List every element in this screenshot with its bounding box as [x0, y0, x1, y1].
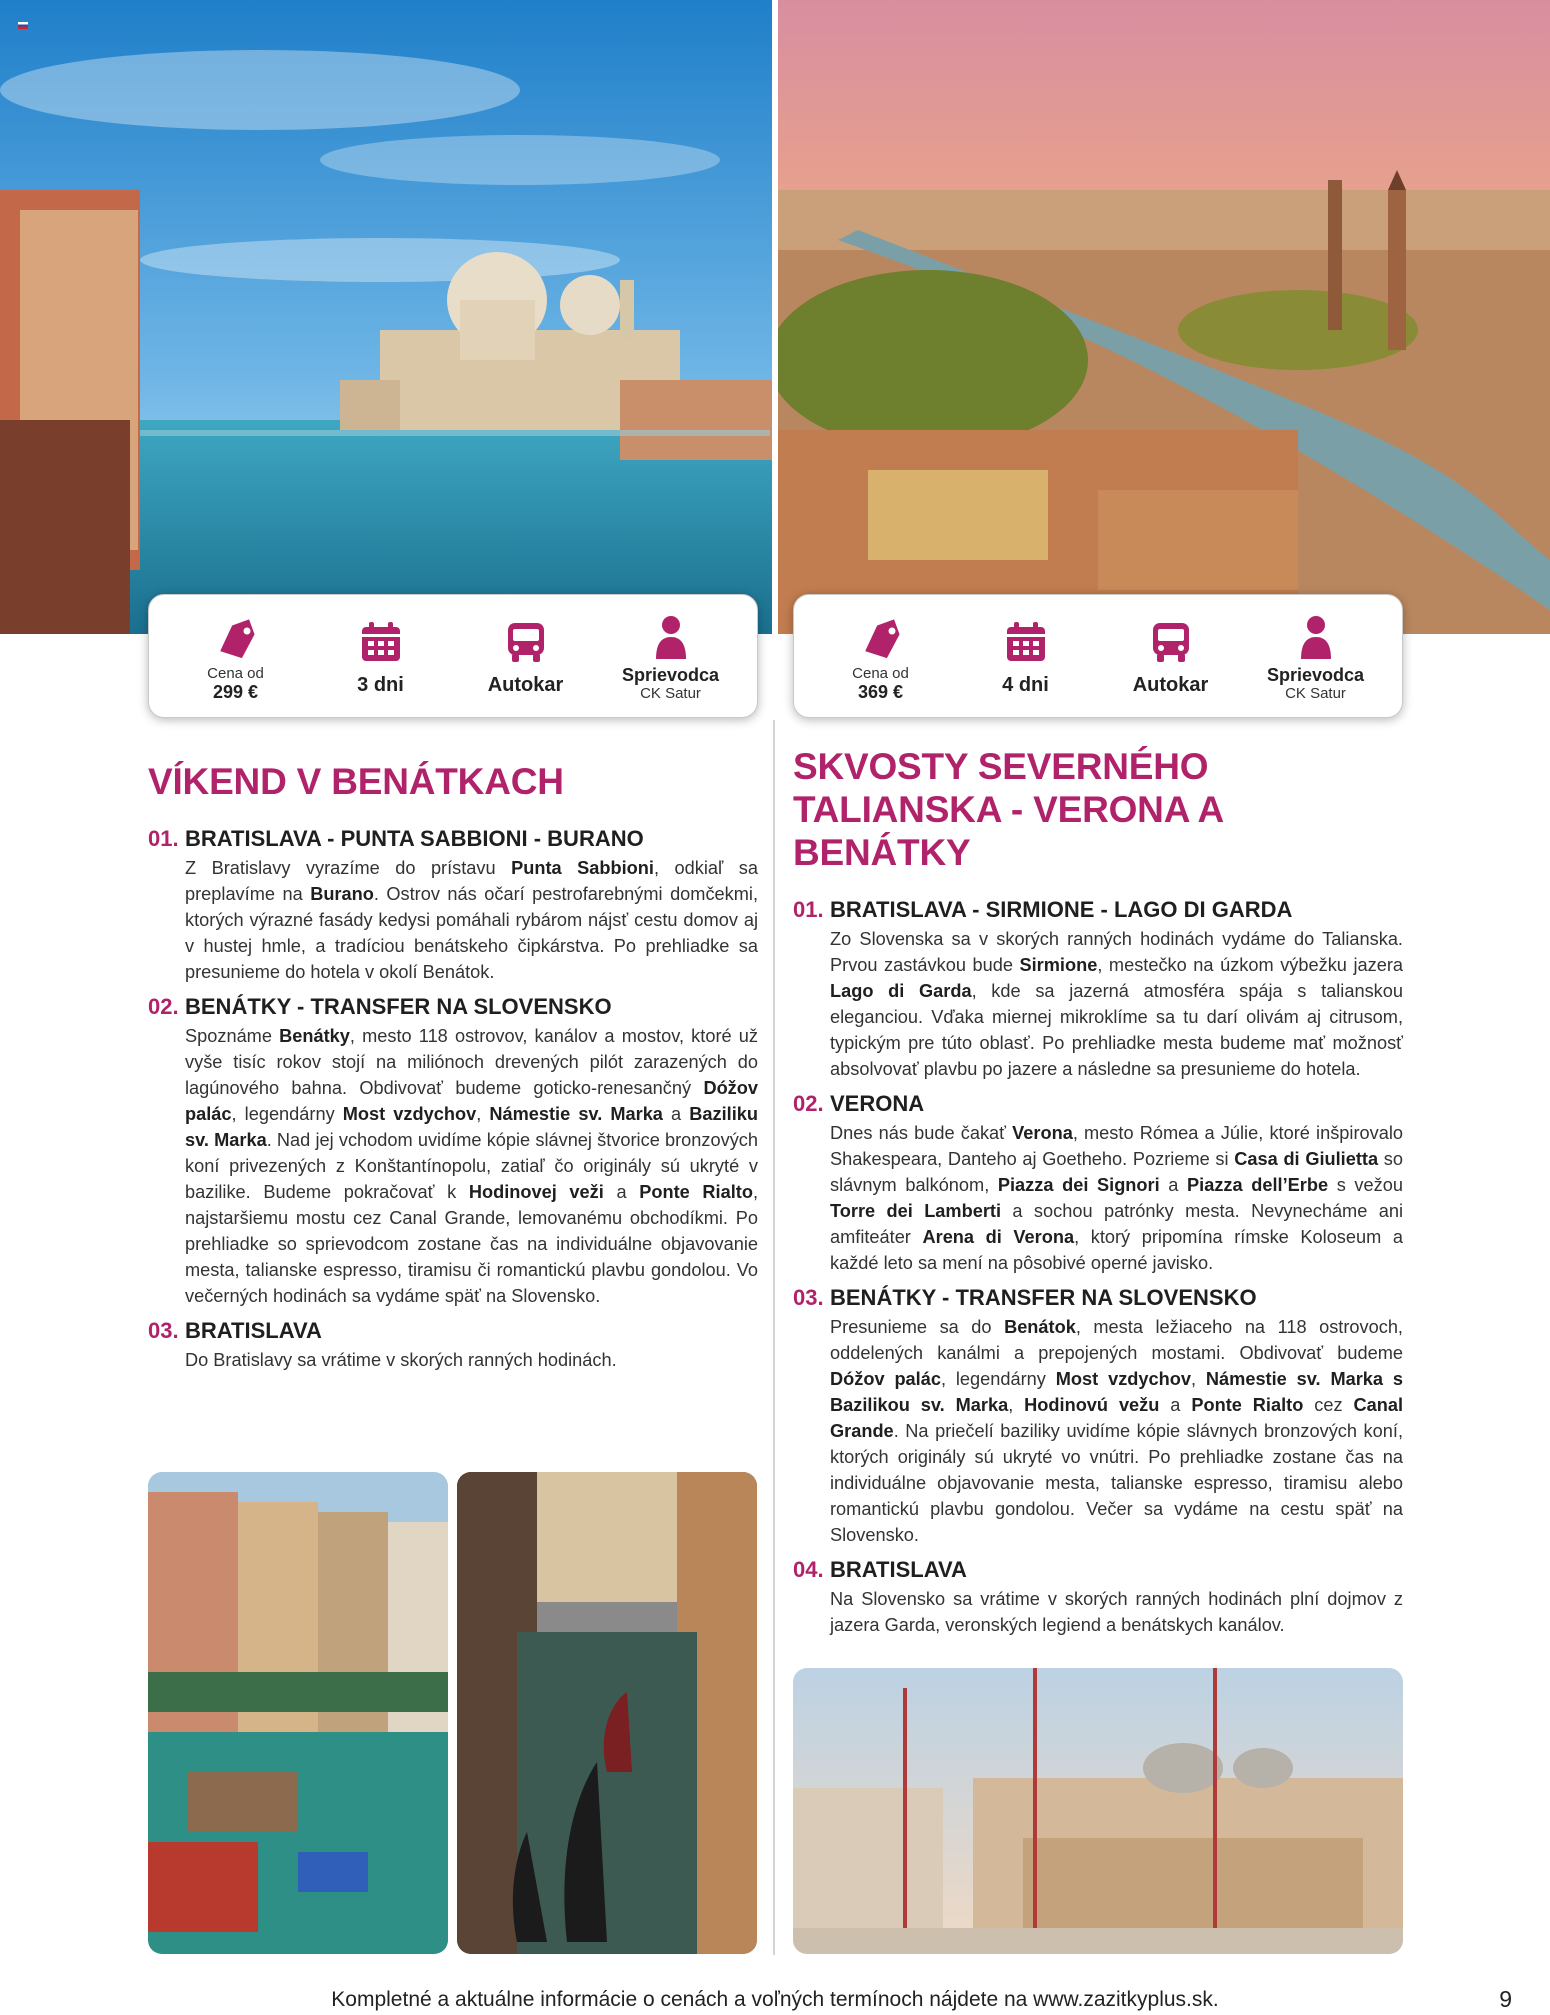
transport-label: Autokar — [1132, 674, 1209, 696]
day-number: 01. — [148, 826, 179, 851]
day-heading — [793, 896, 1403, 924]
day-heading — [793, 1556, 1403, 1584]
day-description: Do Bratislavy sa vrátime v skorých ranných hodinách. — [185, 1350, 617, 1370]
price-label: Cena od — [852, 664, 909, 682]
day-heading — [148, 1317, 758, 1345]
day-description: Presunieme sa do Benátok, mesta ležiaceho na 118 ostrovoch, oddelených kanálmi a prepojených mostami. Obdivovať budeme Dóžov palác, legendárny Most vzdychov, Námestie sv. Marka s Bazilikou sv. Marka, Hodinovú vežu a Ponte Rialto cez Canal Grande. Na priečelí baziliky uvidíme kópie slávnych bronzových koní, ktorých originály sú ukryté vo vnútri. Po prehliadke zostane čas na individuálne objavovanie mesta, talianske espresso, tiramisu alebo romantickú plavbu gondolou. Večer sa vydáme na cestu späť na Slovensko. — [830, 1317, 1404, 1545]
guide-info — [601, 611, 741, 702]
flag-icon — [18, 22, 28, 29]
guide-subtitle: CK Satur — [1285, 684, 1346, 702]
duration-info — [311, 615, 451, 697]
trip-info-card-left — [148, 594, 758, 718]
trip-info-card-right — [793, 594, 1403, 718]
itinerary-day — [793, 1556, 1403, 1638]
day-title: BENÁTKY - TRANSFER NA SLOVENSKO — [185, 994, 612, 1019]
price-info — [811, 611, 951, 702]
day-heading — [793, 1284, 1403, 1312]
itinerary-day — [793, 896, 1403, 1082]
trip-title-line: TALIANSKA - VERONA A BENÁTKY — [793, 789, 1223, 873]
day-number: 04. — [793, 1557, 824, 1582]
duration-label: 4 dni — [1002, 674, 1049, 696]
itinerary — [793, 896, 1403, 1638]
trip-description-right — [793, 745, 1403, 1646]
price-value: 369 € — [857, 681, 904, 702]
bus-icon — [506, 615, 546, 663]
venice-gondolas-photo — [457, 1472, 757, 1954]
transport-label: Autokar — [487, 674, 564, 696]
column-divider — [773, 720, 775, 1955]
day-number: 01. — [793, 897, 824, 922]
day-title: BRATISLAVA — [830, 1557, 967, 1582]
footer-note: Kompletné a aktuálne informácie o cenách a voľných termínoch nájdete na www.zazitkyplus.sk. — [331, 1988, 1219, 2011]
transport-info — [456, 615, 596, 697]
itinerary-day — [148, 1317, 758, 1373]
day-heading — [148, 825, 758, 853]
calendar-icon — [1005, 615, 1047, 663]
duration-info — [956, 615, 1096, 697]
calendar-icon — [360, 615, 402, 663]
day-title: BENÁTKY - TRANSFER NA SLOVENSKO — [830, 1285, 1257, 1310]
day-title: BRATISLAVA - SIRMIONE - LAGO DI GARDA — [830, 897, 1293, 922]
price-tag-icon — [858, 611, 904, 659]
day-description: Z Bratislavy vyrazíme do prístavu Punta Sabbioni, odkiaľ sa preplavíme na Burano. Ostrov nás očarí pestrofarebnými domčekmi, ktorých výrazné fasády kedysi pomáhali rybárom nájsť cestu domov aj v hustej hmle, a tradíciou benátskeho čipkárstva. Po prehliadke sa presunieme do hotela v okolí Benátok. — [185, 858, 758, 982]
transport-info — [1101, 615, 1241, 697]
trip-title — [793, 745, 1403, 874]
itinerary-day — [793, 1284, 1403, 1548]
day-number: 03. — [793, 1285, 824, 1310]
price-info — [166, 611, 306, 702]
st-marks-basilica-photo — [793, 1668, 1403, 1954]
day-title: VERONA — [830, 1091, 925, 1116]
itinerary-day — [148, 825, 758, 985]
day-number: 02. — [793, 1091, 824, 1116]
day-title: BRATISLAVA - PUNTA SABBIONI - BURANO — [185, 826, 644, 851]
trip-description-left — [148, 760, 758, 1381]
itinerary — [148, 825, 758, 1373]
venice-grand-canal-photo — [0, 0, 772, 634]
trip-title-line: SKVOSTY SEVERNÉHO — [793, 746, 1209, 787]
day-description: Na Slovensko sa vrátime v skorých ranných hodinách plní dojmov z jazera Garda, veronských legiend a benátskych kanálov. — [830, 1589, 1403, 1635]
duration-label: 3 dni — [357, 674, 404, 696]
price-value: 299 € — [212, 681, 259, 702]
venice-canal-boats-photo — [148, 1472, 448, 1954]
day-description: Zo Slovenska sa v skorých ranných hodinách vydáme do Talianska. Prvou zastávkou bude Sirmione, mestečko na úzkom výbežku jazera Lago di Garda, kde sa jazerná atmosféra spája s talianskou eleganciou. Vďaka miernej mikroklíme sa tu darí olivám aj citrusom, typickým pre túto oblasť. Po prehliadke mesta budeme mať možnosť absolvovať plavbu po jazere a následne sa presunieme do hotela. — [830, 929, 1403, 1079]
bus-icon — [1151, 615, 1191, 663]
guide-title: Sprievodca — [621, 664, 720, 685]
trip-title-line: VÍKEND V BENÁTKACH — [148, 761, 564, 802]
day-description: Dnes nás bude čakať Verona, mesto Rómea a Júlie, ktoré inšpirovalo Shakespeara, Danteho aj Goetheho. Pozrieme si Casa di Giulietta so slávnym balkónom, Piazza dei Signori a Piazza dell’Erbe s vežou Torre dei Lamberti a sochou patrónky mesta. Nevynecháme ani amfiteáter Arena di Verona, ktorý pripomína rímske Koloseum a každé leto sa mení na pôsobivé operné javisko. — [830, 1123, 1404, 1273]
guide-person-icon — [1299, 611, 1333, 659]
itinerary-day — [148, 993, 758, 1309]
day-description: Spoznáme Benátky, mesto 118 ostrovov, kanálov a mostov, ktoré už vyše tisíc rokov stojí na miliónoch drevených pilót zarazených do lagúnového bahna. Obdivovať budeme goticko-renesančný Dóžov palác, legendárny Most vzdychov, Námestie sv. Marka a Baziliku sv. Marka. Nad jej vchodom uvidíme kópie slávnej štvorice bronzových koní privezených z Konštantínopolu, zatiaľ čo originály sú ukryté v bazilike. Budeme pokračovať k Hodinovej veži a Ponte Rialto, najstaršiemu mostu cez Canal Grande, lemovanému obchodíkmi. Po prehliadke so sprievodcom zostane čas na individuálne objavovanie mesta, talianske espresso, tiramisu či romantickú plavbu gondolou. Vo večerných hodinách sa vydáme späť na Slovensko. — [185, 1026, 758, 1306]
guide-info — [1246, 611, 1386, 702]
itinerary-day — [793, 1090, 1403, 1276]
day-number: 02. — [148, 994, 179, 1019]
guide-title: Sprievodca — [1266, 664, 1365, 685]
day-heading — [148, 993, 758, 1021]
price-label: Cena od — [207, 664, 264, 682]
guide-subtitle: CK Satur — [640, 684, 701, 702]
page-number: 9 — [1499, 1986, 1512, 2012]
day-number: 03. — [148, 1318, 179, 1343]
verona-aerial-photo — [778, 0, 1550, 634]
trip-title — [148, 760, 758, 803]
day-title: BRATISLAVA — [185, 1318, 322, 1343]
day-heading — [793, 1090, 1403, 1118]
guide-person-icon — [654, 611, 688, 659]
price-tag-icon — [213, 611, 259, 659]
